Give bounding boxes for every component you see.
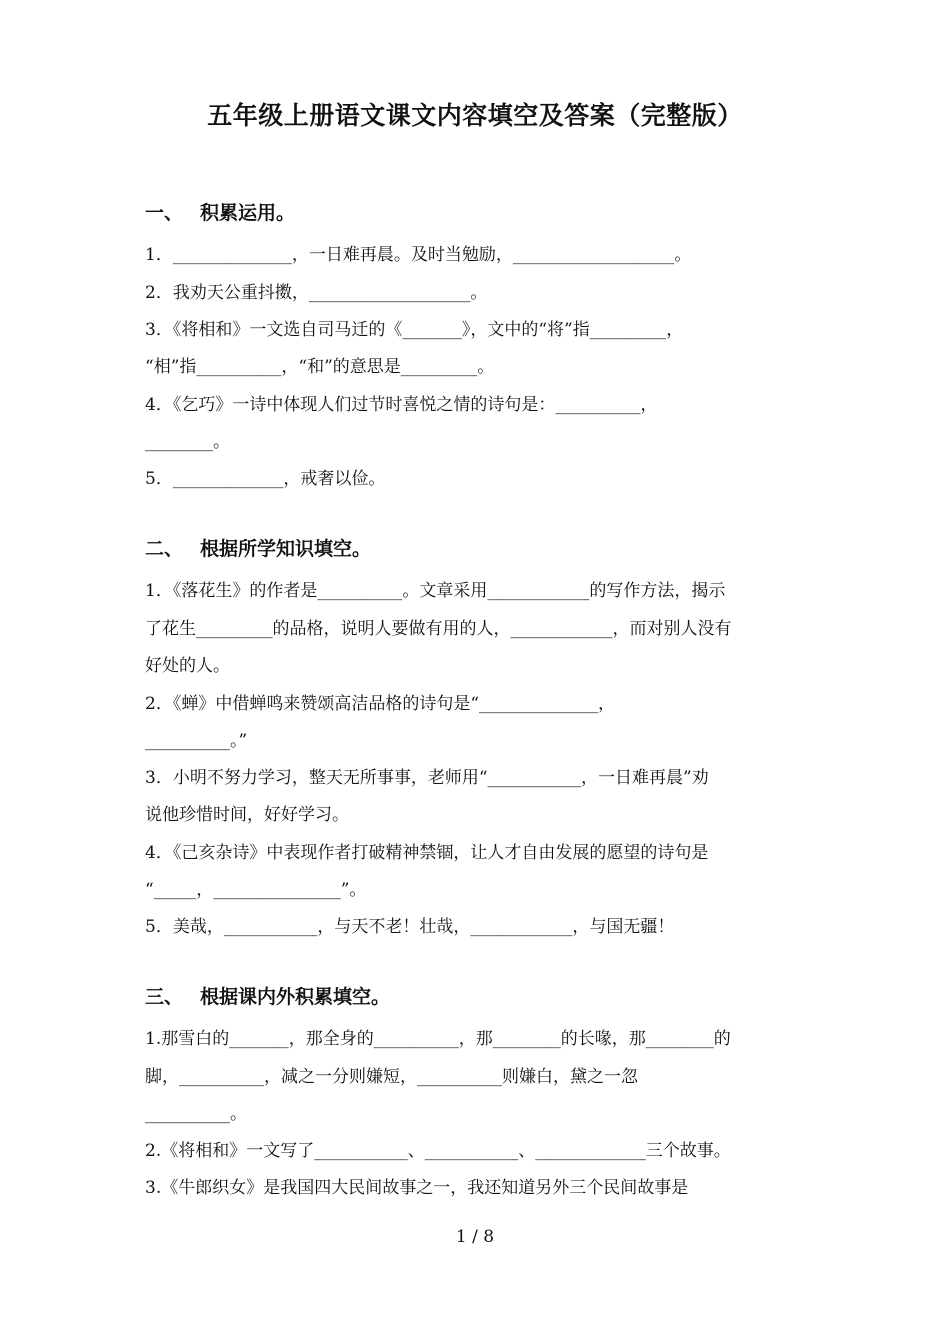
section-title: 根据课内外积累填空。 [200, 986, 391, 1008]
question-line: 3．《将相和》一文选自司马迁的《_______》，文中的“将”指_________， [145, 320, 684, 340]
question-line: 1．《落花生》的作者是__________。文章采用____________的写作方法，揭示 [145, 581, 726, 601]
section-number: 三、 [145, 986, 184, 1008]
section-title: 根据所学知识填空。 [200, 538, 372, 560]
question-line: 3．小明不努力学习，整天无所事事，老师用“___________，一日难再晨”劝 [145, 768, 709, 788]
section-heading-3 [145, 982, 390, 1009]
section-number: 一、 [145, 202, 184, 224]
question-line: 3.《牛郎织女》是我国四大民间故事之一，我还知道另外三个民间故事是 [145, 1178, 689, 1198]
section-heading-2 [145, 534, 371, 561]
question-line: 好处的人。 [145, 656, 230, 676]
question-line: 说他珍惜时间，好好学习。 [145, 805, 349, 825]
section-title: 积累运用。 [200, 202, 296, 224]
question-line: 脚，__________，减之一分则嫌短，__________则嫌白，黛之一忽 [145, 1067, 638, 1087]
question-line: 2.《将相和》一文写了___________、___________、_____________三个故事。 [145, 1141, 731, 1161]
page-number: 1 / 8 [455, 1227, 495, 1247]
question-line: 4．《乞巧》一诗中体现人们过节时喜悦之情的诗句是：__________， [145, 395, 658, 415]
question-line: 了花生_________的品格，说明人要做有用的人，____________，而对别人没有 [145, 619, 732, 639]
question-line: 1.那雪白的_______，那全身的__________，那________的长喙，那________的 [145, 1029, 731, 1049]
question-line: __________。 [145, 1104, 247, 1124]
question-line: 4．《己亥杂诗》中表现作者打破精神禁锢，让人才自由发展的愿望的诗句是 [145, 843, 709, 863]
question-line: 1．______________，一日难再晨。及时当勉励，___________________。 [145, 245, 692, 265]
question-line: 5．_____________，戒奢以俭。 [145, 469, 386, 489]
question-line: ________。 [145, 432, 230, 452]
question-line: 2．《蝉》中借蝉鸣来赞颂高洁品格的诗句是“______________， [145, 694, 616, 714]
question-line: 2．我劝天公重抖擞，___________________。 [145, 283, 488, 303]
question-line: “相”指__________，“和”的意思是_________。 [145, 357, 495, 377]
question-line: __________。” [145, 731, 248, 751]
section-number: 二、 [145, 538, 184, 560]
section-heading-1 [145, 198, 295, 225]
question-line: 5．美哉，___________，与天不老！壮哉，____________，与国无疆！ [145, 917, 675, 937]
page-title: 五年级上册语文课文内容填空及答案（完整版） [207, 101, 743, 130]
question-line: “_____，_______________”。 [145, 880, 367, 900]
